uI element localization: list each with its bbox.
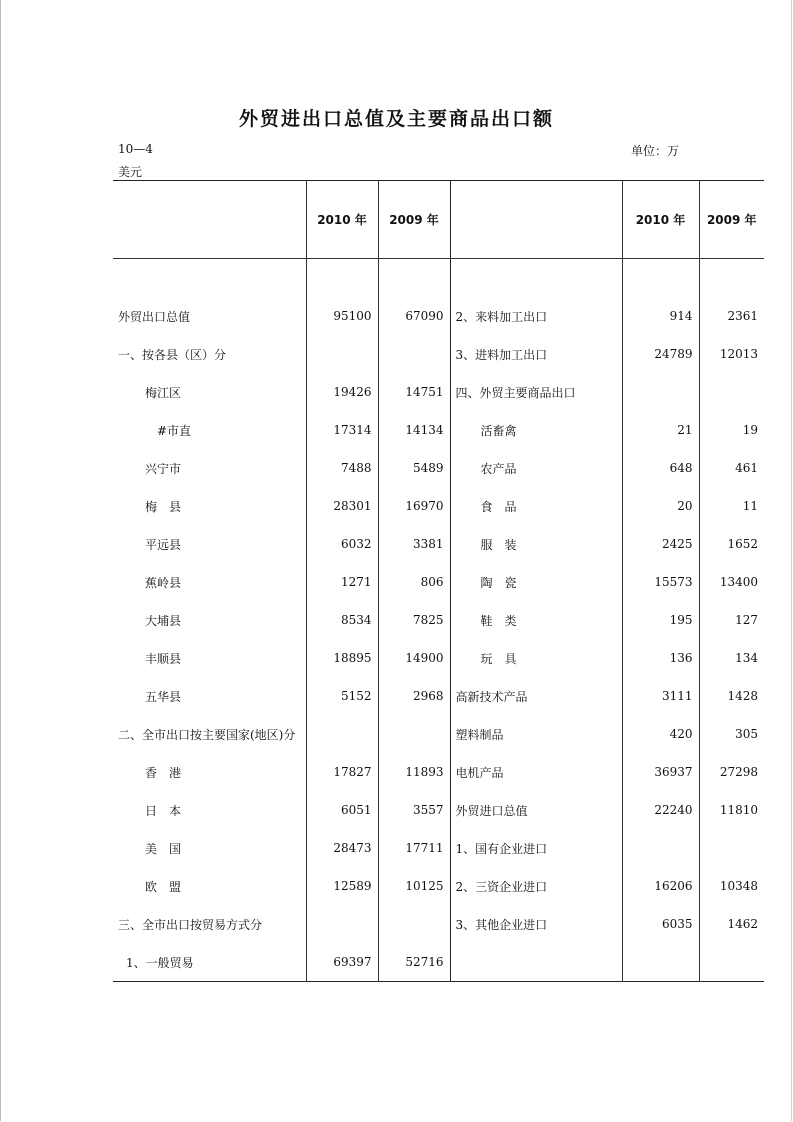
value-2009-left: 14900 [378, 639, 450, 677]
value-2009-right: 305 [699, 715, 764, 753]
value-2010-right: 16206 [622, 867, 699, 905]
value-2009-left [378, 335, 450, 373]
row-label-right: 3、进料加工出口 [450, 335, 622, 373]
row-label-left: 二、全市出口按主要国家(地区)分 [118, 727, 296, 742]
value-2010-right: 3111 [622, 677, 699, 715]
table-row [113, 411, 764, 449]
value-2010-left: 19426 [306, 373, 378, 411]
row-label-left: #市直 [157, 423, 192, 438]
value-2010-left [306, 905, 378, 943]
row-label-right: 高新技术产品 [450, 677, 622, 715]
row-label-left: 外贸出口总值 [118, 309, 191, 324]
table-row [113, 639, 764, 677]
header-item-left [113, 181, 306, 259]
table-row [113, 297, 764, 335]
page-title: 外贸进出口总值及主要商品出口额 [238, 108, 554, 130]
value-2010-left: 6032 [306, 525, 378, 563]
value-2010-left: 17314 [306, 411, 378, 449]
value-2010-right: 648 [622, 449, 699, 487]
row-label-left: 丰顺县 [145, 651, 182, 666]
value-2009-right: 27298 [699, 753, 764, 791]
row-label-right: 电机产品 [450, 753, 622, 791]
value-2010-right: 420 [622, 715, 699, 753]
value-2009-left: 16970 [378, 487, 450, 525]
row-label-left: 兴宁市 [145, 461, 182, 476]
row-label-right: 食 品 [450, 487, 622, 525]
table-number: 10—4 [118, 142, 153, 156]
row-label-left: 欧 盟 [145, 879, 182, 894]
value-2009-right: 12013 [699, 335, 764, 373]
value-2010-left [306, 335, 378, 373]
value-2009-right [699, 373, 764, 411]
row-label-left: 一、按各县（区）分 [118, 347, 227, 362]
value-2010-right: 15573 [622, 563, 699, 601]
value-2009-right: 13400 [699, 563, 764, 601]
table-row [113, 905, 764, 943]
table-row [113, 677, 764, 715]
row-label-right: 农产品 [450, 449, 622, 487]
value-2009-left: 3557 [378, 791, 450, 829]
value-2009-left: 14751 [378, 373, 450, 411]
row-label-right: 鞋 类 [450, 601, 622, 639]
value-2010-right: 21 [622, 411, 699, 449]
value-2010-left: 6051 [306, 791, 378, 829]
value-2010-right: 195 [622, 601, 699, 639]
row-label-left: 蕉岭县 [145, 575, 182, 590]
value-2010-right [622, 829, 699, 867]
header-2010-right: 2010 年 [622, 181, 699, 259]
row-label-right: 1、国有企业进口 [450, 829, 622, 867]
header-2010-left: 2010 年 [306, 181, 378, 259]
value-2009-left [378, 905, 450, 943]
table-row [113, 373, 764, 411]
value-2010-right: 6035 [622, 905, 699, 943]
value-2009-right [699, 943, 764, 982]
value-2010-right: 24789 [622, 335, 699, 373]
value-2010-left [306, 715, 378, 753]
value-2009-left [378, 715, 450, 753]
value-2010-left: 17827 [306, 753, 378, 791]
table-row [113, 943, 764, 982]
value-2009-right: 11 [699, 487, 764, 525]
value-2009-right: 1652 [699, 525, 764, 563]
header-2009-left: 2009 年 [378, 181, 450, 259]
value-2009-left: 14134 [378, 411, 450, 449]
row-label-left: 香 港 [145, 765, 182, 780]
table-row [113, 867, 764, 905]
value-2009-left: 11893 [378, 753, 450, 791]
table-row [113, 753, 764, 791]
value-2010-left: 1271 [306, 563, 378, 601]
row-label-left: 日 本 [145, 803, 182, 818]
table-row [113, 601, 764, 639]
table-row [113, 525, 764, 563]
table-row [113, 563, 764, 601]
table-row [113, 715, 764, 753]
value-2009-left: 67090 [378, 297, 450, 335]
value-2009-right [699, 829, 764, 867]
row-label-left: 梅江区 [145, 385, 182, 400]
value-2010-left: 5152 [306, 677, 378, 715]
value-2009-right: 2361 [699, 297, 764, 335]
row-label-left: 三、全市出口按贸易方式分 [118, 917, 263, 932]
value-2010-right: 136 [622, 639, 699, 677]
value-2010-right: 2425 [622, 525, 699, 563]
value-2010-left: 8534 [306, 601, 378, 639]
table-row [113, 449, 764, 487]
value-2010-left: 28301 [306, 487, 378, 525]
row-label-left: 平远县 [145, 537, 182, 552]
table-row [113, 791, 764, 829]
value-2009-left: 10125 [378, 867, 450, 905]
value-2009-left: 52716 [378, 943, 450, 982]
row-label-right: 2、来料加工出口 [450, 297, 622, 335]
value-2010-right: 914 [622, 297, 699, 335]
value-2009-right: 1428 [699, 677, 764, 715]
value-2010-left: 7488 [306, 449, 378, 487]
row-label-right: 陶 瓷 [450, 563, 622, 601]
row-label-left: 五华县 [145, 689, 182, 704]
row-label-right: 外贸进口总值 [450, 791, 622, 829]
row-label-left: 美 国 [145, 841, 182, 856]
table-row [113, 335, 764, 373]
row-label-left: 1、一般贸易 [126, 955, 194, 970]
row-label-right: 塑料制品 [450, 715, 622, 753]
value-2010-right [622, 373, 699, 411]
value-2009-right: 134 [699, 639, 764, 677]
unit-label: 单位：万 [631, 144, 680, 158]
value-2010-right: 36937 [622, 753, 699, 791]
value-2010-left: 95100 [306, 297, 378, 335]
value-2009-right: 11810 [699, 791, 764, 829]
header-2009-right: 2009 年 [699, 181, 764, 259]
value-2009-left: 3381 [378, 525, 450, 563]
value-2009-left: 5489 [378, 449, 450, 487]
table-row [113, 487, 764, 525]
value-2009-right: 19 [699, 411, 764, 449]
row-label-right: 2、三资企业进口 [450, 867, 622, 905]
unit-label-currency: 美元 [118, 165, 143, 179]
value-2009-right: 461 [699, 449, 764, 487]
value-2010-right: 22240 [622, 791, 699, 829]
value-2009-left: 7825 [378, 601, 450, 639]
row-label-left: 梅 县 [145, 499, 182, 514]
table-row [113, 829, 764, 867]
trade-table [113, 180, 764, 982]
value-2010-left: 12589 [306, 867, 378, 905]
value-2010-left: 28473 [306, 829, 378, 867]
value-2009-right: 127 [699, 601, 764, 639]
value-2009-left: 17711 [378, 829, 450, 867]
value-2009-right: 10348 [699, 867, 764, 905]
table-header-row [113, 181, 764, 259]
value-2010-right: 20 [622, 487, 699, 525]
row-label-right [450, 943, 622, 982]
value-2010-right [622, 943, 699, 982]
value-2010-left: 18895 [306, 639, 378, 677]
value-2009-left: 2968 [378, 677, 450, 715]
row-label-right: 服 装 [450, 525, 622, 563]
value-2010-left: 69397 [306, 943, 378, 982]
row-label-right: 3、其他企业进口 [450, 905, 622, 943]
value-2009-left: 806 [378, 563, 450, 601]
row-label-right: 四、外贸主要商品出口 [450, 373, 622, 411]
header-item-right [450, 181, 622, 259]
row-label-right: 活畜禽 [450, 411, 622, 449]
row-label-left: 大埔县 [145, 613, 182, 628]
row-label-right: 玩 具 [450, 639, 622, 677]
value-2009-right: 1462 [699, 905, 764, 943]
spacer-row [113, 259, 764, 298]
